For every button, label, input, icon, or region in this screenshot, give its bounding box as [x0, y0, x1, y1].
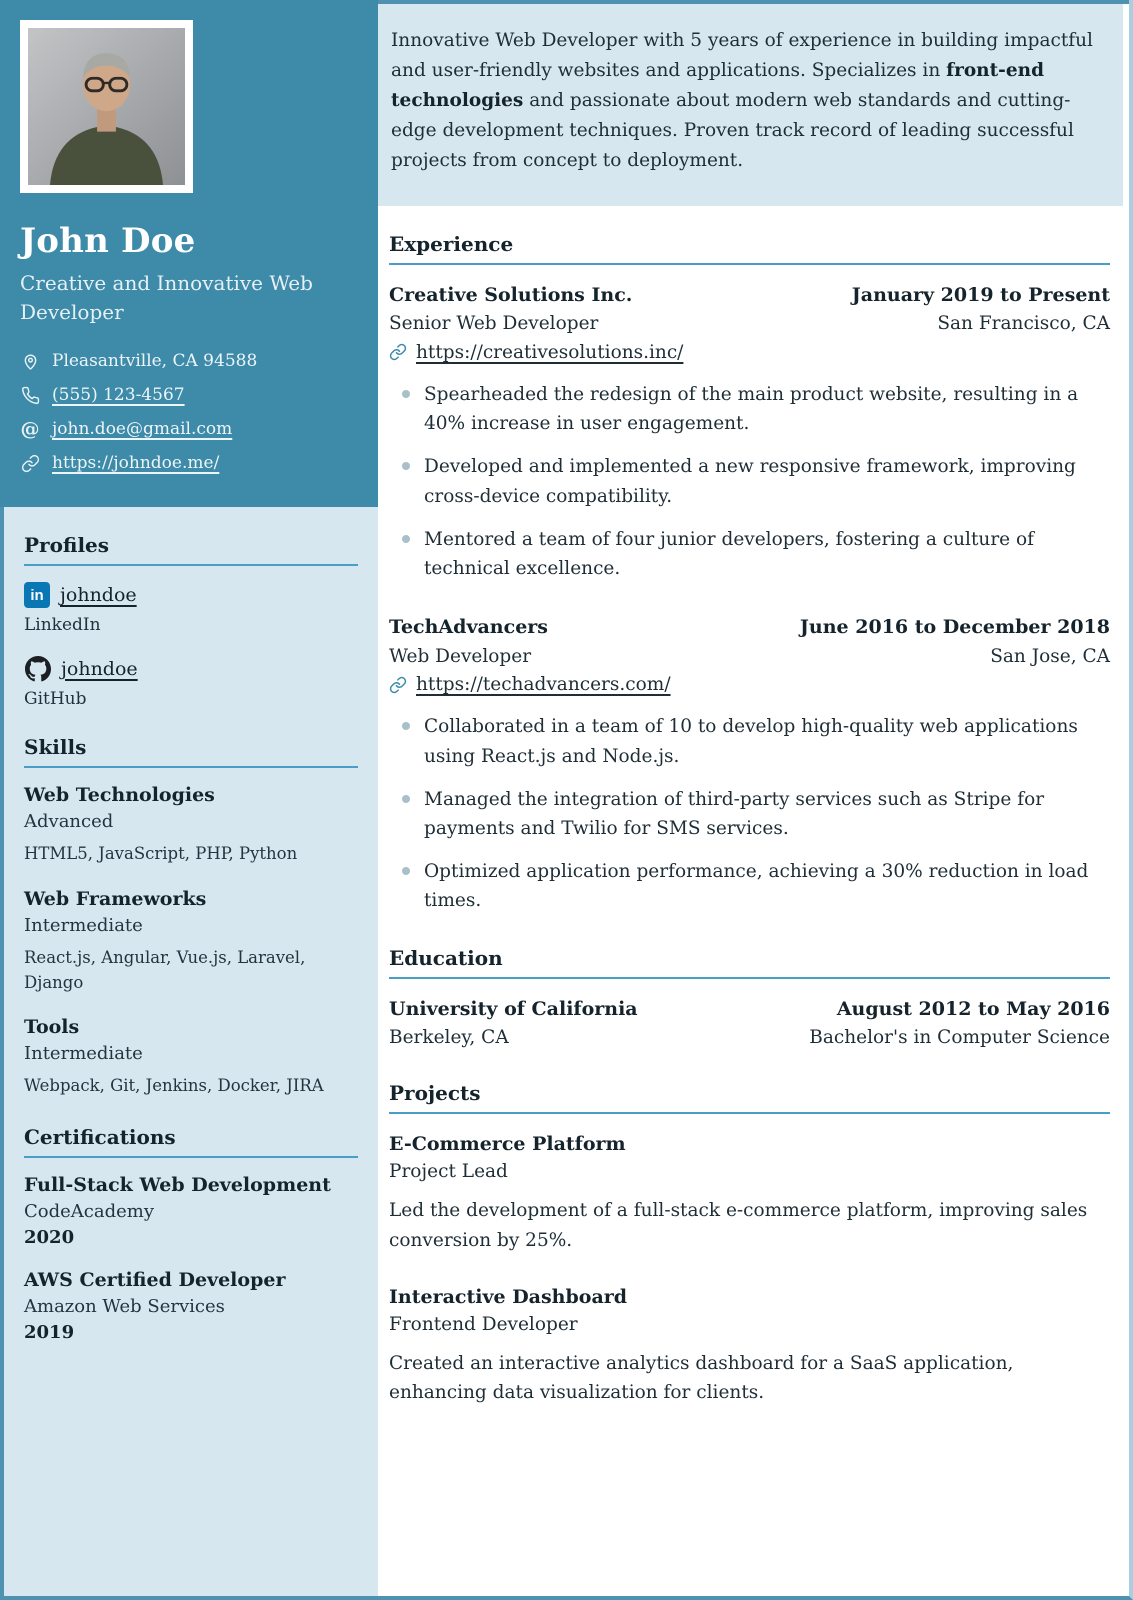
project-description: Led the development of a full-stack e-commerce platform, improving sales conversion by 25%. [389, 1200, 1088, 1251]
education-section [389, 946, 1110, 1053]
link-icon [389, 343, 407, 361]
website-link-icon [20, 453, 40, 473]
education-heading: Education [389, 946, 1110, 979]
contact-email [20, 419, 358, 439]
certifications-heading: Certifications [24, 1125, 358, 1158]
job-location: San Jose, CA [990, 645, 1110, 667]
project-role: Frontend Developer [389, 1314, 578, 1336]
skill-level: Intermediate [24, 1043, 143, 1065]
github-network-label: GitHub [24, 689, 87, 709]
person-title: Creative and Innovative Web Developer [20, 271, 313, 324]
contact-phone [20, 385, 358, 405]
certification-issuer: Amazon Web Services [24, 1296, 225, 1317]
experience-job [389, 613, 1110, 915]
summary-text: Innovative Web Developer with 5 years of experience in building impactful and user-friendly websites and applications. Specializes in [391, 30, 1093, 81]
person-name: John Doe [20, 221, 196, 261]
job-bullet: Mentored a team of four junior developers, fostering a culture of technical excellence. [389, 525, 1110, 583]
project-item [389, 1130, 1110, 1255]
education-dates: August 2012 to May 2016 [836, 997, 1110, 1020]
skills-section [24, 735, 358, 1099]
job-company: TechAdvancers [389, 616, 548, 639]
bullet-dot [402, 722, 410, 730]
bullet-dot [402, 390, 410, 398]
job-role: Senior Web Developer [389, 313, 599, 335]
profile-photo-image [28, 28, 185, 185]
phone-icon [20, 385, 40, 405]
skill-item [24, 888, 358, 996]
contact-list [20, 351, 358, 473]
email-link[interactable]: john.doe@gmail.com [52, 419, 233, 439]
skill-name: Tools [24, 1016, 80, 1039]
skill-keywords: Webpack, Git, Jenkins, Docker, JIRA [24, 1076, 324, 1096]
github-icon [24, 655, 51, 682]
skill-item [24, 784, 358, 867]
job-bullet: Developed and implemented a new responsive framework, improving cross-device compatibility. [389, 452, 1110, 510]
location-text: Pleasantville, CA 94588 [52, 351, 258, 371]
certifications-section [24, 1125, 358, 1343]
experience-section [389, 232, 1110, 916]
skill-item [24, 1016, 358, 1099]
bullet-dot [402, 867, 410, 875]
skill-keywords: HTML5, JavaScript, PHP, Python [24, 844, 298, 863]
sidebar [0, 0, 378, 1596]
certification-item [24, 1174, 358, 1248]
contact-location [20, 351, 358, 371]
github-username-link[interactable]: johndoe [61, 657, 138, 680]
job-dates: June 2016 to December 2018 [799, 616, 1110, 639]
summary [378, 4, 1123, 206]
projects-heading: Projects [389, 1081, 1110, 1114]
email-at-icon: @ [20, 417, 40, 440]
projects-section [389, 1081, 1110, 1408]
project-item [389, 1283, 1110, 1408]
linkedin-network-label: LinkedIn [24, 615, 101, 635]
linkedin-username-link[interactable]: johndoe [60, 584, 137, 606]
project-description: Created an interactive analytics dashboard for a SaaS application, enhancing data visualization for clients. [389, 1353, 1014, 1404]
summary-bold-text: front-end technologies [391, 59, 1045, 111]
skill-level: Advanced [24, 811, 114, 832]
bullet-dot [402, 462, 410, 470]
sidebar-header [0, 0, 378, 507]
job-company: Creative Solutions Inc. [389, 283, 633, 306]
certification-year: 2020 [24, 1227, 75, 1248]
bullet-dot [402, 535, 410, 543]
linkedin-icon: in [24, 582, 50, 608]
website-link[interactable]: https://johndoe.me/ [52, 453, 220, 473]
job-bullet: Optimized application performance, achieving a 30% reduction in load times. [389, 857, 1110, 915]
link-icon [389, 676, 407, 694]
skill-keywords: React.js, Angular, Vue.js, Laravel, Django [24, 947, 306, 992]
bullet-dot [402, 795, 410, 803]
certification-issuer: CodeAcademy [24, 1201, 155, 1222]
certification-title: AWS Certified Developer [24, 1269, 286, 1291]
profile-photo [20, 20, 193, 193]
skill-level: Intermediate [24, 914, 143, 936]
education-school: University of California [389, 997, 638, 1020]
job-location: San Francisco, CA [937, 313, 1110, 335]
location-pin-icon [20, 351, 40, 371]
profiles-section [24, 533, 358, 709]
job-dates: January 2019 to Present [851, 283, 1110, 306]
sidebar-body [0, 507, 378, 1596]
education-degree: Bachelor's in Computer Science [809, 1027, 1110, 1049]
job-url-link[interactable]: https://creativesolutions.inc/ [416, 341, 684, 363]
certification-title: Full-Stack Web Development [24, 1174, 331, 1196]
phone-link[interactable]: (555) 123-4567 [52, 385, 185, 405]
skills-heading: Skills [24, 735, 358, 768]
certification-item [24, 1269, 358, 1343]
project-name: E-Commerce Platform [389, 1132, 626, 1155]
job-bullet-list [389, 380, 1110, 583]
job-bullet: Spearheaded the redesign of the main product website, resulting in a 40% increase in user engagement. [389, 380, 1110, 438]
job-url-row [389, 674, 1110, 695]
project-role: Project Lead [389, 1161, 508, 1183]
education-city: Berkeley, CA [389, 1027, 509, 1049]
profiles-heading: Profiles [24, 533, 358, 566]
job-url-link[interactable]: https://techadvancers.com/ [416, 674, 671, 696]
job-bullet: Managed the integration of third-party services such as Stripe for payments and Twilio for SMS services. [389, 785, 1110, 843]
profile-github [24, 655, 358, 709]
contact-website [20, 453, 358, 473]
skill-name: Web Technologies [24, 784, 215, 806]
job-bullet: Collaborated in a team of 10 to develop high-quality web applications using React.js and Node.js. [389, 712, 1110, 770]
job-role: Web Developer [389, 645, 532, 667]
job-url-row [389, 342, 1110, 363]
main-column [378, 0, 1129, 1596]
experience-heading: Experience [389, 232, 1110, 265]
certification-year: 2019 [24, 1322, 75, 1343]
skill-name: Web Frameworks [24, 887, 207, 910]
job-bullet-list [389, 712, 1110, 915]
experience-job [389, 281, 1110, 583]
project-name: Interactive Dashboard [389, 1285, 628, 1308]
main-content [378, 206, 1123, 1408]
summary-text: and passionate about modern web standards and cutting-edge development techniques. Proven track record of leading successful projects from concept to deployment. [391, 89, 1074, 171]
profile-linkedin [24, 582, 358, 635]
